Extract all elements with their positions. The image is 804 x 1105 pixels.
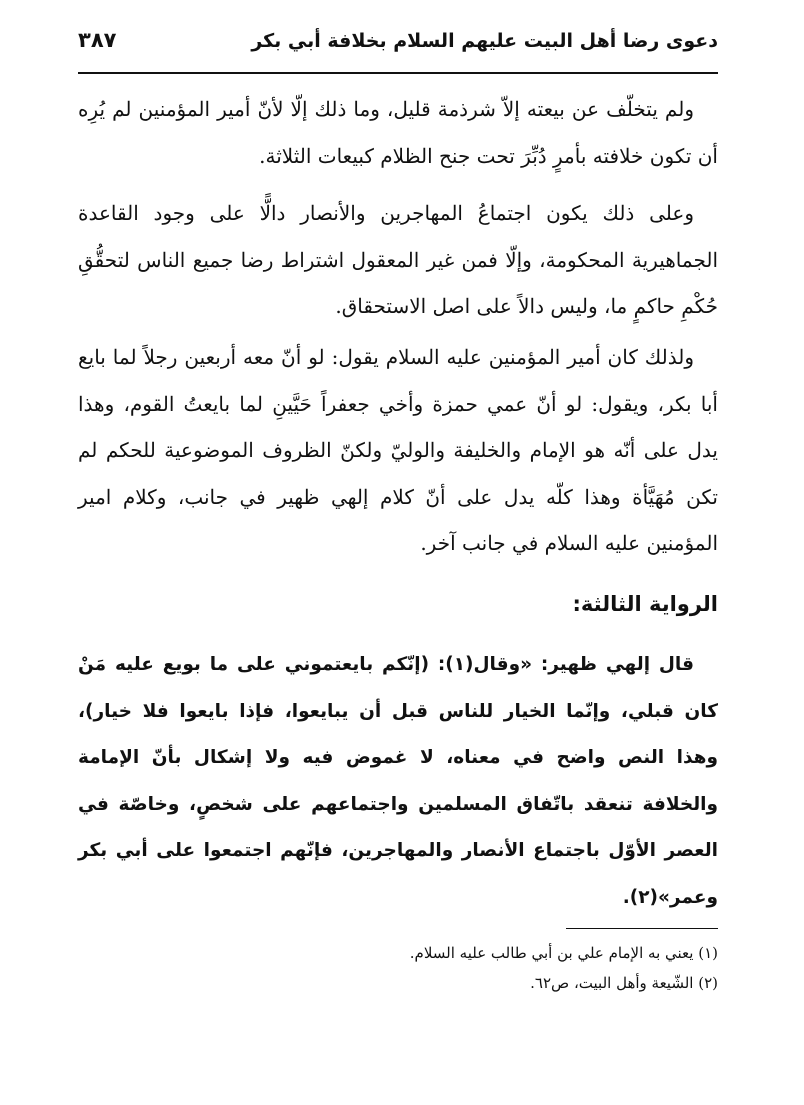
paragraph-2: وعلى ذلك يكون اجتماعُ المهاجرين والأنصار دالًّا على وجود القاعدة الجماهيرية المحكومة، وإلّا فمن غير المعقول اشتراط رضا جميع الناس لتحقُّقِ حُكْمِ حاكمٍ ما، وليس دالاً على اصل الاستحقاق. [78, 201, 718, 318]
footnotes [78, 938, 718, 998]
quote-paragraph: قال إلهي ظهير: «وقال(١): (إنّكم بايعتموني على ما بويع عليه مَنْ كان قبلي، وإنّما الخيار للناس قبل أن يبايعوا، فإذا بايعوا فلا خيار)، وهذا النص واضح في معناه، لا غموض فيه ولا إشكال بأنّ الإمامة والخلافة تنعقد باتّفاق المسلمين واجتماعهم على شخصٍ، وخاصّة في العصر الأوّل باجتماع الأنصار والمهاجرين، فإنّهم اجتمعوا على أبي بكر وعمر»(٢). [78, 654, 718, 908]
page-number: ٣٨٧ [78, 28, 117, 52]
header-title: دعوى رضا أهل البيت عليهم السلام بخلافة أبي بكر [251, 30, 718, 52]
header-divider [78, 72, 718, 74]
running-header [78, 26, 718, 62]
paragraph-1: ولم يتخلّف عن بيعته إلاّ شرذمة قليل، وما ذلك إلّا لأنّ أمير المؤمنين لم يُرِه أن تكون خلافته بأمرٍ دُبِّرَ تحت جنح الظلام كبيعات الثلاثة. [78, 97, 718, 168]
footnote-1: (١) يعني به الإمام علي بن أبي طالب عليه السلام. [409, 944, 718, 962]
section-heading: الرواية الثالثة: [572, 592, 718, 616]
footnote-divider [566, 928, 718, 929]
footnote-2: (٢) الشّيعة وأهل البيت، ص٦٢. [530, 974, 718, 992]
paragraph-3: ولذلك كان أمير المؤمنين عليه السلام يقول: لو أنّ معه أربعين رجلاً لما بايع أبا بكر، ويقول: لو أنّ عمي حمزة وأخي جعفراً حَيَّينِ لما بايعتُ القوم، وهذا يدل على أنّه هو الإمام والخليفة والوليّ ولكنّ الظروف الموضوعية للحكم لم تكن مُهَيَّأة وهذا كلّه يدل على أنّ كلام إلهي ظهير في جانب، وكلام امير المؤمنين عليه السلام في جانب آخر. [78, 345, 718, 555]
